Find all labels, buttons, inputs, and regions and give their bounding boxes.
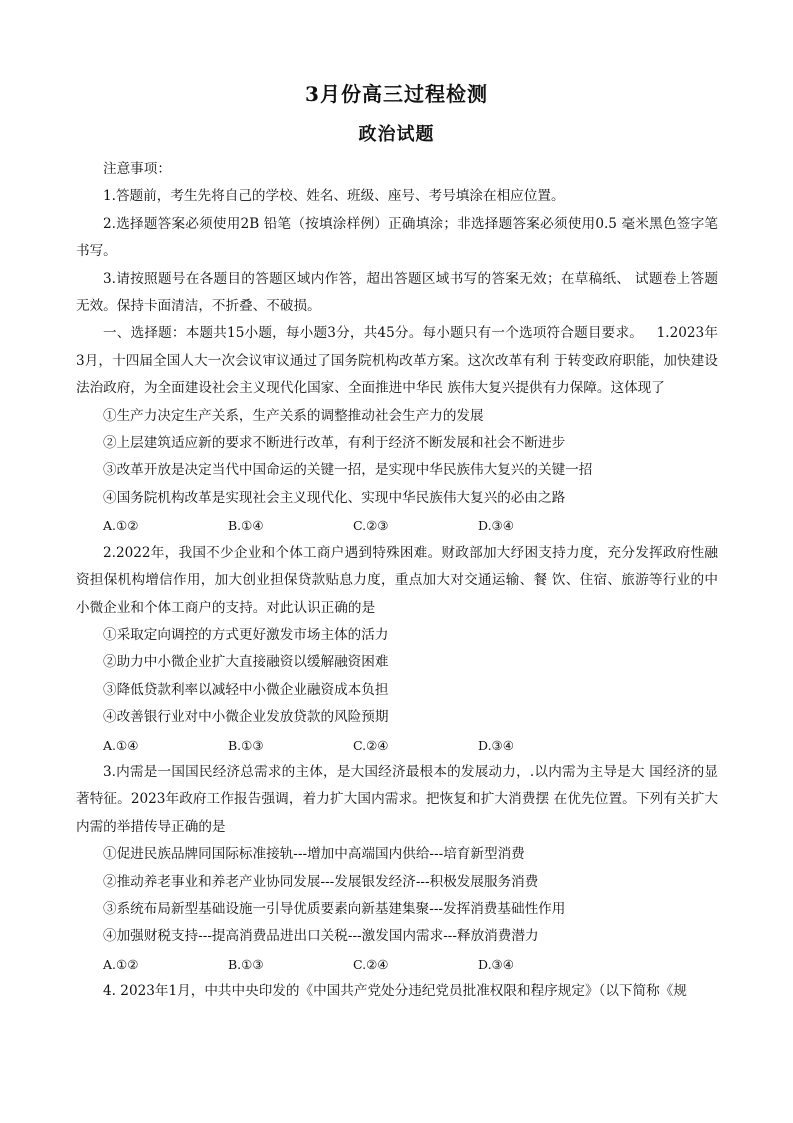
answer-choices	[76, 951, 718, 978]
notice-item: 3.请按照题号在各题目的答题区域内作答，超出答题区域书写的答案无效；在草稿纸、 试题卷上答题无效。保持卡面清洁，不折叠、不破损。	[76, 270, 718, 315]
choice-b: B.①③	[228, 737, 264, 753]
question-option: ④国务院机构改革是实现社会主义现代化、实现中华民族伟大复兴的必由之路	[103, 489, 566, 506]
question-option: ①促进民族品牌同国际标准接轨---增加中高端国内供给---培育新型消费	[103, 846, 525, 863]
answer-choices	[76, 512, 718, 539]
question-stem-text: 1.2023年3月，十四届全国人大一次会议审议通过了国务院机构改革方案。这次改革有利 于转变政府职能，加快建设法治政府，为全面建设社会主义现代化国家、全面推进中华民 族伟大复兴提供有力保障。这体现了	[76, 325, 718, 397]
question-option: ④改善银行业对中小微企业发放贷款的风险预期	[103, 709, 389, 726]
answer-choices	[76, 732, 718, 759]
choice-a: A.①②	[103, 518, 139, 534]
question-4-stem: 4. 2023年1月，中共中央印发的《中国共产党处分违纪党员批准权限和程序规定》（以下简称《规	[103, 983, 687, 1000]
choice-c: C.②③	[353, 518, 389, 534]
question-3-stem: 3.内需是一国国民经济总需求的主体，是大国经济最根本的发展动力，.以内需为主导是大 国经济的显著特征。2023年政府工作报告强调，着力扩大国内需求。把恢复和扩大消费摆 在优先位置。下列有关扩大内需的举措传导正确的是	[76, 763, 718, 835]
exam-body	[76, 156, 718, 1006]
question-option: ④加强财税支持---提高消费品进出口关税---激发国内需求---释放消费潜力	[103, 928, 539, 945]
choice-b: B.①③	[228, 956, 264, 972]
question-option: ③降低贷款利率以减轻中小微企业融资成本负担	[103, 681, 389, 698]
question-2-stem: 2.2022年，我国不少企业和个体工商户遇到特殊困难。财政部加大纾困支持力度，充分发挥政府性融资担保机构增信作用，加大创业担保贷款贴息力度，重点加大对交通运输、餐 饮、住宿、旅游等行业的中小微企业和个体工商户的支持。对此认识正确的是	[76, 544, 718, 616]
choice-c: C.②④	[353, 737, 389, 753]
question-option: ①生产力决定生产关系，生产关系的调整推动社会生产力的发展	[103, 407, 484, 424]
choice-b: B.①④	[228, 518, 264, 534]
notice-item: 1.答题前，考生先将自己的学校、姓名、班级、座号、考号填涂在相应位置。	[103, 188, 565, 205]
choice-a: A.①④	[103, 737, 139, 753]
choice-a: A.①②	[103, 956, 139, 972]
choice-d: D.③④	[478, 518, 514, 534]
notice-heading: 注意事项：	[103, 161, 171, 177]
choice-c: C.②④	[353, 956, 389, 972]
section-intro: 一、选择题：本题共15小题，每小题3分，共45分。每小题只有一个选项符合题目要求。	[103, 325, 644, 342]
notice-item: 2.选择题答案必须使用2B 铅笔（按填涂样例）正确填涂；非选择题答案必须使用0.5 毫米黑色签字笔书写。	[76, 215, 718, 260]
question-option: ②推动养老事业和养老产业协同发展---发展银发经济---积极发展服务消费	[103, 873, 539, 890]
choice-d: D.③④	[478, 956, 514, 972]
choice-d: D.③④	[478, 737, 514, 753]
question-option: ③改革开放是决定当代中国命运的关键一招，是实现中华民族伟大复兴的关键一招	[103, 462, 593, 479]
question-option: ③系统布局新型基础设施一引导优质要素向新基建集聚---发挥消费基础性作用	[103, 900, 566, 917]
question-option: ①采取定向调控的方式更好激发市场主体的活力	[103, 626, 389, 643]
exam-title: 3月份高三过程检测	[305, 82, 488, 106]
exam-subtitle: 政治试题	[358, 124, 435, 145]
question-1-stem	[76, 320, 718, 402]
question-option: ②上层建筑适应新的要求不断进行改革，有利于经济不断发展和社会不断进步	[103, 435, 566, 452]
question-option: ②助力中小微企业扩大直接融资以缓解融资困难	[103, 654, 389, 671]
